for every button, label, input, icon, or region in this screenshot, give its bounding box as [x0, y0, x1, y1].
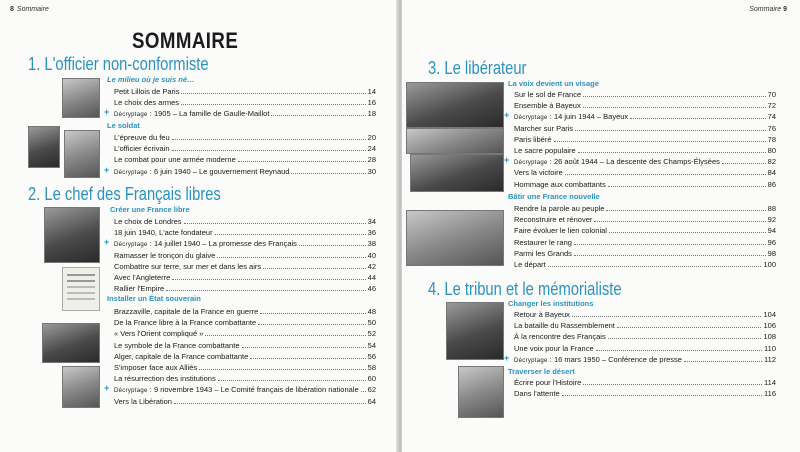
toc-leader-dots [630, 117, 765, 119]
toc-entry-title: Rallier l'Empire [114, 284, 165, 294]
section-batir: Bâtir une France nouvelle [508, 192, 600, 201]
toc-entry-title: Décryptage : 14 juillet 1940 – La promesse des Français [114, 239, 297, 249]
photo-de-gaulle-kepi [44, 207, 100, 263]
toc-entry[interactable] [114, 238, 376, 248]
toc-entry-title: Décryptage : 9 novembre 1943 – Le Comité français de libération nationale [114, 385, 359, 395]
toc-leader-dots [172, 149, 366, 151]
toc-page-number: 88 [767, 204, 776, 213]
toc-entry-title: Combattre sur terre, sur mer et dans les airs [114, 261, 262, 271]
toc-leader-dots [722, 162, 766, 164]
toc-entry[interactable] [114, 351, 376, 361]
toc-page-number: 30 [367, 166, 376, 176]
decryptage-plus-icon: + [104, 107, 110, 118]
toc-entry-title: L'épreuve du feu [114, 133, 170, 142]
toc-entry-title: Le choix de Londres [114, 217, 182, 226]
photo-cross-of-lorraine [42, 323, 100, 363]
toc-leader-dots [184, 222, 366, 224]
toc-page-number: 114 [764, 378, 776, 387]
toc-page-number: 56 [367, 351, 376, 361]
toc-entry-title: Petit Lillois de Paris [114, 87, 180, 96]
toc-entry[interactable] [114, 283, 376, 293]
toc-page-number: 60 [367, 374, 376, 384]
decryptage-label: Décryptage [514, 115, 548, 122]
toc-leader-dots [291, 172, 365, 174]
toc-leader-dots [562, 394, 762, 396]
toc-entry[interactable] [114, 362, 376, 372]
toc-entry-title: Le choix des armes [114, 98, 180, 108]
toc-entry[interactable] [514, 145, 776, 155]
toc-page-number: 24 [367, 144, 376, 154]
toc-entry[interactable] [514, 179, 776, 189]
toc-entry-title: Écrire pour l'Histoire [514, 378, 582, 387]
section-soldat: Le soldat [107, 121, 140, 130]
toc-leader-dots [565, 173, 766, 175]
toc-entry-title: Le symbole de la France combattante [114, 340, 240, 350]
toc-page-number: 40 [367, 250, 376, 260]
toc-leader-dots [215, 233, 366, 235]
toc-page-number: 70 [767, 90, 776, 99]
photo-walking-figures [458, 366, 504, 418]
chapter-3-title: 3. Le libérateur [428, 58, 527, 78]
toc-entry[interactable] [514, 100, 776, 110]
toc-leader-dots [238, 160, 366, 162]
toc-leader-dots [554, 140, 766, 142]
toc-entry-title: Dans l'attente [514, 389, 560, 399]
toc-entry[interactable] [114, 216, 376, 226]
section-traverser: Traverser le désert [508, 367, 575, 376]
toc-entry[interactable] [114, 132, 376, 142]
decryptage-label: Décryptage [514, 160, 548, 167]
toc-leader-dots [181, 92, 365, 94]
toc-entry[interactable] [114, 396, 376, 406]
toc-page-number: 72 [767, 101, 776, 111]
toc-leader-dots [172, 138, 366, 140]
toc-entry[interactable] [114, 384, 376, 394]
toc-page-number: 64 [367, 396, 376, 406]
toc-entry[interactable] [114, 340, 376, 350]
toc-entry-title: À la rencontre des Français [514, 332, 606, 342]
toc-page-number: 86 [767, 179, 776, 189]
photo-soldiers-group [64, 130, 100, 178]
toc-entry[interactable] [514, 167, 776, 177]
toc-entry-title: Ramasser le tronçon du glaive [114, 250, 216, 260]
photo-champs-elysees [410, 154, 504, 192]
toc-entry-title: La résurrection des institutions [114, 374, 216, 384]
toc-leader-dots [242, 346, 366, 348]
toc-entry[interactable] [114, 250, 376, 260]
toc-leader-dots [174, 402, 366, 404]
toc-entry[interactable] [514, 237, 776, 247]
toc-entry-title: 18 juin 1940, L'acte fondateur [114, 228, 213, 238]
toc-entry-title: L'officier écrivain [114, 144, 170, 154]
toc-entry[interactable] [514, 203, 776, 213]
decryptage-label: Décryptage [114, 242, 148, 249]
toc-entry[interactable] [514, 388, 776, 398]
toc-entry[interactable] [114, 272, 376, 282]
toc-entry-title: Décryptage : 14 juin 1944 – Bayeux [514, 112, 629, 122]
toc-entry-title: Paris libéré [514, 134, 552, 144]
decryptage-plus-icon: + [504, 155, 510, 166]
toc-entry-title: Le combat pour une armée moderne [114, 155, 236, 165]
decryptage-plus-icon: + [104, 164, 110, 175]
photo-liberation-officers [62, 366, 100, 408]
toc-page-number: 108 [763, 332, 776, 342]
toc-page-number: 80 [767, 146, 776, 155]
toc-entry[interactable] [114, 261, 376, 271]
toc-page-number: 92 [767, 215, 776, 225]
toc-leader-dots [205, 334, 365, 336]
toc-entry[interactable] [514, 259, 776, 269]
section-installer: Installer un État souverain [107, 294, 201, 303]
photo-de-gaulle-speaking [446, 302, 504, 360]
chapter-2-title: 2. Le chef des Français libres [28, 184, 221, 204]
toc-entry-title: Décryptage : 6 juin 1940 – Le gouvernement Reynaud [114, 166, 290, 176]
toc-entry[interactable] [514, 309, 776, 319]
toc-entry-title: Brazzaville, capitale de la France en guerre [114, 307, 259, 316]
folio-right: Sommaire 9 [749, 6, 787, 13]
toc-leader-dots [199, 368, 366, 370]
toc-entry[interactable] [114, 154, 376, 164]
toc-page-number: 116 [764, 389, 776, 399]
toc-entry-title: Le départ [514, 260, 546, 269]
toc-entry[interactable] [514, 134, 776, 144]
toc-leader-dots [181, 103, 366, 105]
toc-page-number: 58 [367, 363, 376, 372]
toc-page-number: 42 [367, 261, 376, 271]
toc-leader-dots [608, 337, 762, 339]
toc-leader-dots [250, 357, 365, 359]
toc-entry-title: Décryptage : 16 mars 1950 – Conférence de presse [514, 354, 682, 364]
toc-entry[interactable] [514, 248, 776, 258]
toc-leader-dots [299, 244, 366, 246]
toc-page-number: 38 [367, 239, 376, 249]
toc-leader-dots [583, 383, 762, 385]
toc-entry[interactable] [114, 97, 376, 107]
decryptage-plus-icon: + [104, 383, 110, 394]
toc-entry-title: Vers la victoire [514, 168, 563, 178]
toc-entry-title: Sur le sol de France [514, 90, 582, 99]
left-page [0, 0, 398, 452]
toc-page-number: 18 [367, 109, 376, 119]
toc-entry[interactable] [114, 317, 376, 327]
section-voix: La voix devient un visage [508, 79, 599, 88]
toc-leader-dots [617, 326, 762, 328]
toc-page-number: 48 [367, 307, 376, 316]
toc-leader-dots [606, 209, 765, 211]
toc-page-number: 20 [367, 133, 376, 142]
photo-young-de-gaulle [62, 78, 100, 118]
toc-leader-dots [172, 278, 365, 280]
toc-leader-dots [548, 265, 762, 267]
toc-page-number: 100 [763, 260, 776, 269]
toc-leader-dots [217, 256, 365, 258]
toc-page-number: 16 [367, 98, 376, 108]
folio-left: 8 Sommaire [10, 6, 49, 13]
toc-leader-dots [260, 312, 365, 314]
toc-entry-title: Avec l'Angleterre [114, 273, 171, 282]
toc-entry-title: Restaurer le rang [514, 237, 572, 247]
right-page [402, 0, 800, 452]
section-milieu: Le milieu où je suis né… [107, 75, 195, 84]
toc-page-number: 52 [367, 329, 376, 339]
toc-leader-dots [594, 220, 765, 222]
toc-page-number: 94 [767, 226, 776, 236]
toc-page-number: 84 [767, 168, 776, 178]
toc-page-number: 14 [367, 87, 376, 96]
toc-page-number: 98 [767, 248, 776, 258]
toc-page-number: 112 [764, 354, 776, 364]
toc-page-number: 54 [367, 340, 376, 350]
photo-motorcade [406, 128, 504, 154]
toc-entry[interactable] [514, 89, 776, 99]
decryptage-plus-icon: + [104, 237, 110, 248]
toc-page-number: 34 [367, 217, 376, 226]
photo-soldier-portrait [28, 126, 60, 168]
toc-entry-title: Ensemble à Bayeux [514, 101, 581, 111]
toc-entry[interactable] [514, 156, 776, 166]
toc-entry-title: Vers la Libération [114, 396, 172, 406]
toc-page-number: 46 [367, 284, 376, 294]
toc-entry[interactable] [114, 108, 376, 118]
toc-entry-title: Retour à Bayeux [514, 310, 570, 319]
toc-leader-dots [574, 243, 766, 245]
section-changer: Changer les institutions [508, 299, 594, 308]
toc-entry[interactable] [114, 86, 376, 96]
toc-entry-title: S'imposer face aux Alliés [114, 363, 198, 372]
toc-entry-title: De la France libre à la France combattante [114, 318, 257, 328]
toc-entry[interactable] [514, 111, 776, 121]
toc-entry[interactable] [514, 331, 776, 341]
photo-appeal-poster [62, 267, 100, 311]
toc-leader-dots [258, 323, 366, 325]
toc-entry[interactable] [514, 214, 776, 224]
chapter-4-title: 4. Le tribun et le mémorialiste [428, 279, 622, 299]
toc-page-number: 82 [767, 157, 776, 167]
section-creer: Créer une France libre [110, 205, 190, 214]
toc-leader-dots [271, 114, 365, 116]
toc-page-number: 44 [367, 273, 376, 282]
toc-leader-dots [263, 267, 366, 269]
toc-leader-dots [583, 95, 766, 97]
toc-leader-dots [583, 106, 766, 108]
toc-leader-dots [578, 151, 766, 153]
toc-entry[interactable] [514, 354, 776, 364]
toc-leader-dots [572, 315, 762, 317]
photo-crowd-speech [406, 82, 504, 128]
toc-page-number: 50 [367, 318, 376, 328]
toc-entry[interactable] [114, 166, 376, 176]
toc-leader-dots [218, 379, 366, 381]
toc-page-number: 36 [367, 228, 376, 238]
decryptage-plus-icon: + [504, 352, 510, 363]
toc-entry[interactable] [514, 343, 776, 353]
toc-entry[interactable] [114, 373, 376, 383]
toc-entry-title: Alger, capitale de la France combattante [114, 351, 249, 361]
toc-page-number: 104 [763, 310, 776, 319]
toc-entry-title: Marcher sur Paris [514, 123, 574, 133]
toc-entry[interactable] [114, 328, 376, 338]
toc-entry-title: La bataille du Rassemblement [514, 321, 615, 331]
toc-page-number: 78 [767, 134, 776, 144]
toc-leader-dots [608, 185, 766, 187]
decryptage-label: Décryptage [114, 169, 148, 176]
toc-page-number: 76 [767, 123, 776, 133]
toc-entry-title: Décryptage : 26 août 1944 – La descente des Champs-Élysées [514, 157, 720, 167]
toc-entry-title: Faire évoluer le lien colonial [514, 226, 607, 236]
decryptage-label: Décryptage [114, 112, 148, 119]
toc-page-number: 62 [367, 385, 376, 395]
decryptage-label: Décryptage [114, 388, 148, 395]
toc-page-number: 106 [763, 321, 776, 331]
toc-leader-dots [609, 231, 766, 233]
toc-entry-title: Une voix pour la France [514, 343, 594, 353]
toc-entry-title: Décryptage : 1905 – La famille de Gaulle-Maillot [114, 109, 270, 119]
toc-entry-title: Parmi les Grands [514, 248, 572, 258]
toc-leader-dots [575, 129, 765, 131]
toc-entry[interactable] [514, 320, 776, 330]
photo-officers-parade [406, 210, 504, 266]
toc-entry[interactable] [114, 143, 376, 153]
decryptage-label: Décryptage [514, 357, 548, 364]
toc-entry[interactable] [114, 227, 376, 237]
toc-page-number: 96 [767, 237, 776, 247]
toc-entry-title: Reconstruire et rénover [514, 215, 593, 225]
toc-entry-title: Rendre la parole au peuple [514, 204, 605, 213]
toc-entry[interactable] [514, 377, 776, 387]
toc-page-number: 74 [767, 112, 776, 122]
toc-leader-dots [166, 289, 365, 291]
toc-page-number: 28 [367, 155, 376, 165]
toc-entry[interactable] [514, 225, 776, 235]
toc-entry[interactable] [514, 123, 776, 133]
page-title: SOMMAIRE [132, 28, 239, 53]
toc-leader-dots [574, 254, 766, 256]
decryptage-plus-icon: + [504, 110, 510, 121]
toc-entry-title: Le sacre populaire [514, 146, 576, 155]
toc-entry-title: Hommage aux combattants [514, 179, 606, 189]
toc-page-number: 110 [764, 343, 776, 353]
toc-leader-dots [684, 360, 762, 362]
toc-leader-dots [596, 349, 762, 351]
toc-entry[interactable] [114, 306, 376, 316]
toc-entry-title: « Vers l'Orient compliqué » [114, 329, 204, 339]
chapter-1-title: 1. L'officier non-conformiste [28, 54, 209, 74]
